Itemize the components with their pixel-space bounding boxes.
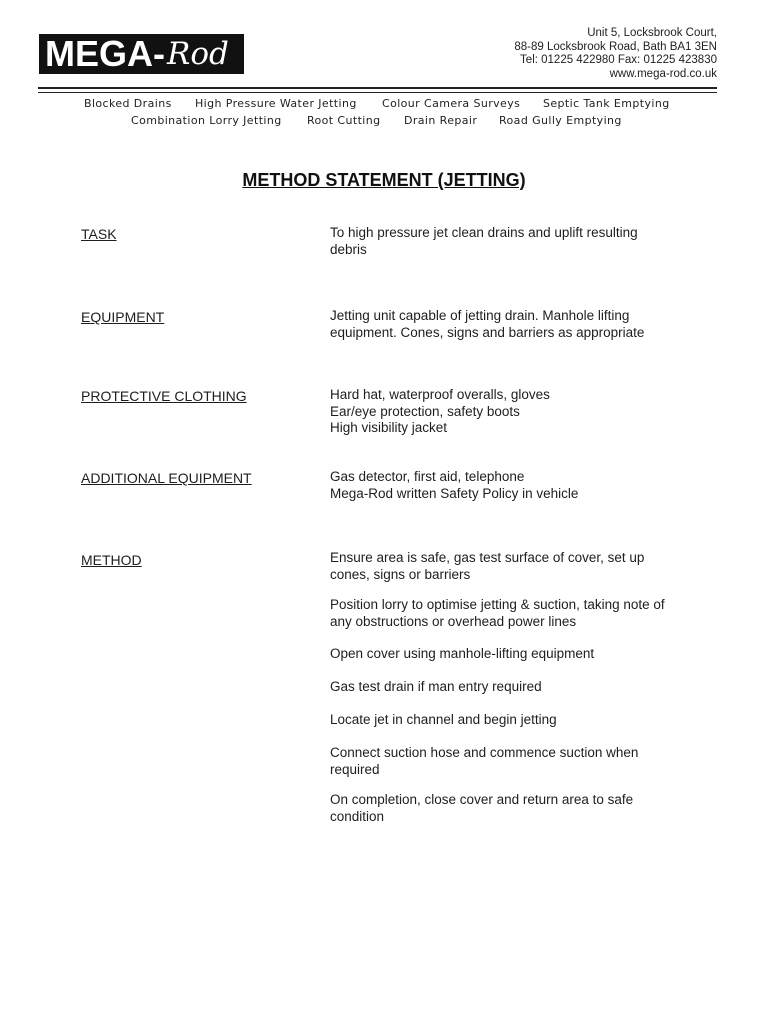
- section-value-equipment: [330, 308, 710, 341]
- text-line: Ensure area is safe, gas test surface of cover, set up: [330, 550, 645, 565]
- company-logo: [39, 34, 244, 74]
- logo-wordmark: MEGA-: [45, 33, 165, 74]
- text-line: High visibility jacket: [330, 420, 448, 435]
- method-step: [330, 679, 710, 696]
- address-line-1: Unit 5, Locksbrook Court,: [587, 27, 717, 39]
- text-line: Open cover using manhole-lifting equipment: [330, 646, 595, 661]
- text-line: Mega-Rod written Safety Policy in vehicle: [330, 485, 579, 501]
- company-address: [514, 27, 717, 81]
- service-item: Combination Lorry Jetting: [131, 114, 282, 127]
- service-item: Septic Tank Emptying: [543, 97, 670, 110]
- text-line: Hard hat, waterproof overalls, gloves: [330, 387, 550, 402]
- service-item: Colour Camera Surveys: [382, 97, 521, 110]
- text-line: On completion, close cover and return area to safe: [330, 792, 634, 807]
- method-step: [330, 597, 710, 630]
- section-label-task: TASK: [81, 226, 117, 242]
- text-line: cones, signs or barriers: [330, 566, 471, 582]
- services-row-2: [0, 114, 768, 128]
- document-title: METHOD STATEMENT (JETTING): [242, 170, 526, 190]
- method-step: [330, 646, 710, 663]
- text-line: Connect suction hose and commence suction when: [330, 745, 639, 760]
- text-line: any obstructions or overhead power lines: [330, 613, 577, 629]
- logo-script: Rod: [167, 36, 229, 72]
- method-step: [330, 792, 710, 825]
- section-value-method: [330, 550, 710, 583]
- method-step: [330, 712, 710, 729]
- text-line: Position lorry to optimise jetting & suction, taking note of: [330, 597, 665, 612]
- text-line: required: [330, 761, 380, 777]
- service-item: Road Gully Emptying: [499, 114, 622, 127]
- section-label-protective-clothing: PROTECTIVE CLOTHING: [81, 388, 247, 404]
- text-line: Gas detector, first aid, telephone: [330, 469, 525, 484]
- header-rule-thick: [38, 87, 717, 89]
- service-item: Root Cutting: [307, 114, 381, 127]
- company-website: www.mega-rod.co.uk: [609, 67, 717, 80]
- service-item: Blocked Drains: [84, 97, 172, 110]
- text-line: Gas test drain if man entry required: [330, 679, 542, 694]
- section-value-protective-clothing: [330, 387, 710, 437]
- section-label-equipment: EQUIPMENT: [81, 309, 165, 325]
- text-line: equipment. Cones, signs and barriers as appropriate: [330, 324, 645, 340]
- contact-phone-fax: Tel: 01225 422980 Fax: 01225 423830: [520, 54, 717, 66]
- address-line-2: 88-89 Locksbrook Road, Bath BA1 3EN: [514, 40, 717, 53]
- services-row-1: [0, 97, 768, 111]
- section-value-additional-equipment: [330, 469, 710, 502]
- section-label-additional-equipment: ADDITIONAL EQUIPMENT: [81, 470, 252, 486]
- text-line: Jetting unit capable of jetting drain. Manhole lifting: [330, 308, 630, 323]
- section-value-task: [330, 225, 710, 258]
- text-line: To high pressure jet clean drains and uplift resulting: [330, 225, 638, 240]
- text-line: Locate jet in channel and begin jetting: [330, 712, 557, 727]
- text-line: Ear/eye protection, safety boots: [330, 403, 520, 419]
- method-step: [330, 745, 710, 778]
- text-line: debris: [330, 241, 367, 257]
- service-item: Drain Repair: [404, 114, 478, 127]
- header-rule-thin: [38, 92, 717, 93]
- text-line: condition: [330, 808, 385, 824]
- section-label-method: METHOD: [81, 552, 142, 568]
- service-item: High Pressure Water Jetting: [195, 97, 357, 110]
